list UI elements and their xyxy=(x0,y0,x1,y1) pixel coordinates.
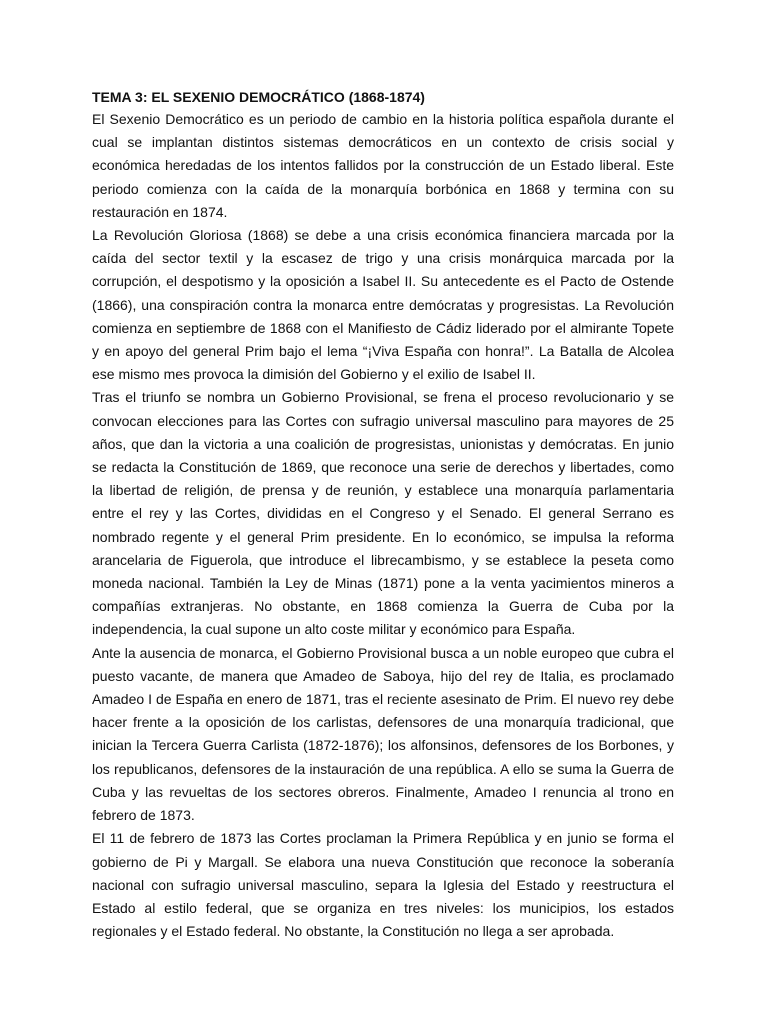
document-title: TEMA 3: EL SEXENIO DEMOCRÁTICO (1868-1874) xyxy=(92,89,425,105)
paragraph-amadeo-i: Ante la ausencia de monarca, el Gobierno Provisional busca a un noble europeo que cubra el puesto vacante, de manera que Amadeo de Saboya, hijo del rey de Italia, es proclamado Amadeo I de España en enero de 1871, tras el reciente asesinato de Prim. El nuevo rey debe hacer frente a la oposición de los carlistas, defensores de una monarquía tradicional, que inician la Tercera Guerra Carlista (1872-1876); los alfonsinos, defensores de los Borbones, y los republicanos, defensores de la instauración de una república. A ello se suma la Guerra de Cuba y las revueltas de los sectores obreros. Finalmente, Amadeo I renuncia al trono en febrero de 1873. xyxy=(92,644,674,824)
paragraph-intro: El Sexenio Democrático es un periodo de cambio en la historia política española durante el cual se implantan distintos sistemas democráticos en un contexto de crisis social y económica heredadas de los intentos fallidos por la construcción de un Estado liberal. Este periodo comienza con la caída de la monarquía borbónica en 1868 y termina con su restauración en 1874. xyxy=(92,111,674,220)
paragraph-revolucion-gloriosa: La Revolución Gloriosa (1868) se debe a una crisis económica financiera marcada por la caída del sector textil y la escasez de trigo y una crisis monárquica marcada por la corrupción, el despotismo y la oposición a Isabel II. Su antecedente es el Pacto de Ostende (1866), una conspiración contra la monarca entre demócratas y progresistas. La Revolución comienza en septiembre de 1868 con el Manifiesto de Cádiz liderado por el almirante Topete y en apoyo del general Prim bajo el lema “¡Viva España con honra!”. La Batalla de Alcolea ese mismo mes provoca la dimisión del Gobierno y el exilio de Isabel II. xyxy=(92,227,674,383)
paragraph-primera-republica: El 11 de febrero de 1873 las Cortes proclaman la Primera República y en junio se forma el gobierno de Pi y Margall. Se elabora una nueva Constitución que reconoce la soberanía nacional con sufragio universal masculino, separa la Iglesia del Estado y reestructura el Estado al estilo federal, que se organiza en tres niveles: los municipios, los estados regionales y el Estado federal. No obstante, la Constitución no llega a ser aprobada. xyxy=(92,830,674,940)
document-page xyxy=(92,88,674,943)
paragraph-gobierno-provisional: Tras el triunfo se nombra un Gobierno Provisional, se frena el proceso revolucionario y se convocan elecciones para las Cortes con sufragio universal masculino para mayores de 25 años, que dan la victoria a una coalición de progresistas, unionistas y demócratas. En junio se redacta la Constitución de 1869, que reconoce una serie de derechos y libertades, como la libertad de religión, de prensa y de reunión, y establece una monarquía parlamentaria entre el rey y las Cortes, divididas en el Congreso y el Senado. El general Serrano es nombrado regente y el general Prim presidente. En lo económico, se impulsa la reforma arancelaria de Figuerola, que introduce el librecambismo, y se establece la peseta como moneda nacional. También la Ley de Minas (1871) pone a la venta yacimientos mineros a compañías extranjeras. No obstante, en 1868 comienza la Guerra de Cuba por la independencia, la cual supone un alto coste militar y económico para España. xyxy=(92,389,674,638)
